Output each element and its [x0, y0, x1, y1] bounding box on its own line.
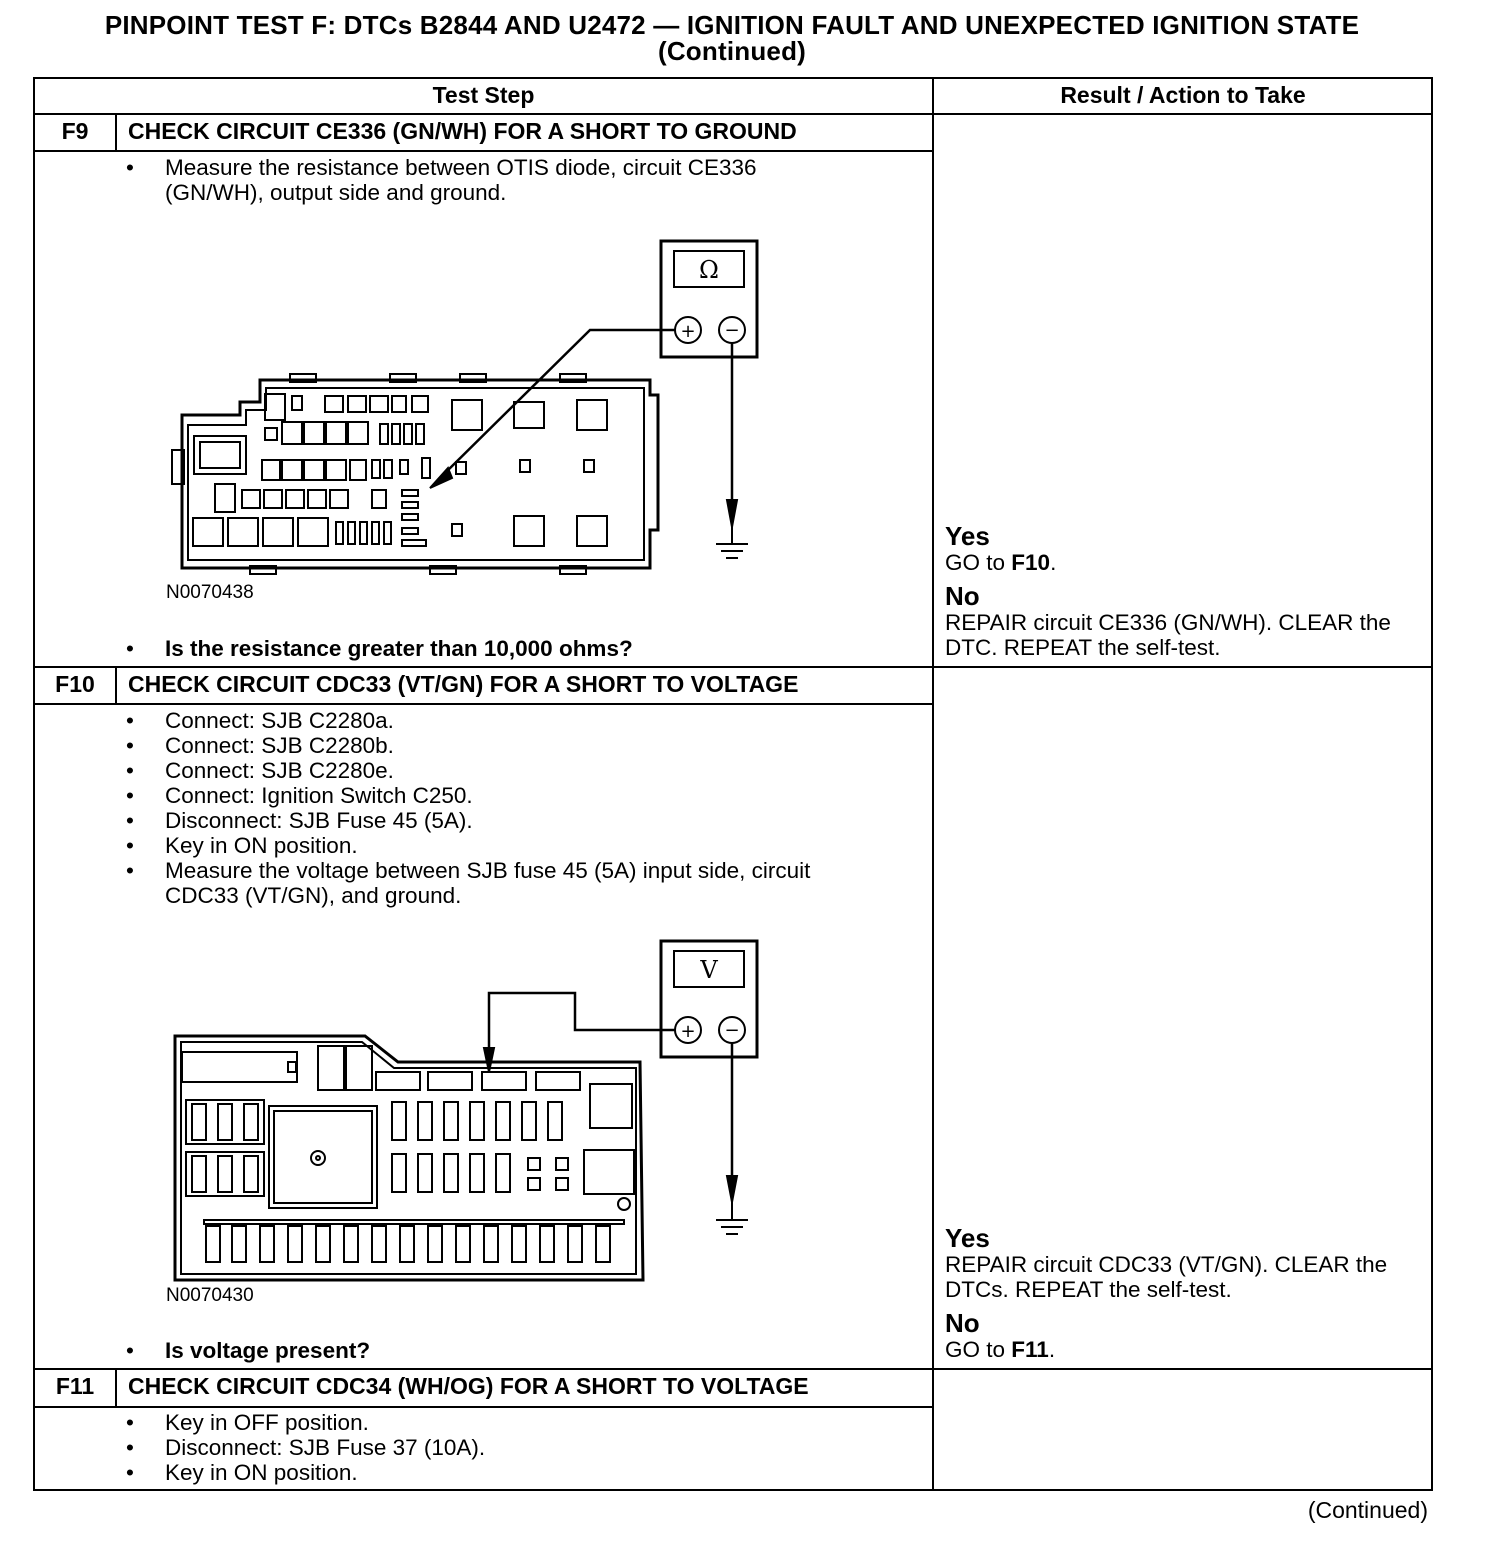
list-item: • Key in ON position. — [120, 833, 840, 858]
list-item: • Connect: SJB C2280e. — [120, 758, 840, 783]
result-f10 — [945, 1224, 1425, 1369]
step-question-f10: • Is voltage present? — [120, 1338, 370, 1364]
step-id-f11: F11 — [55, 1373, 95, 1399]
list-item: • Connect: SJB C2280b. — [120, 733, 840, 758]
svg-text:+: + — [680, 1021, 696, 1042]
figure-id-f9: N0070438 — [166, 582, 254, 603]
continued-note: (Continued) — [1307, 1497, 1428, 1523]
step-title-f10: CHECK CIRCUIT CDC33 (VT/GN) FOR A SHORT TO VOLTAGE — [128, 671, 799, 697]
result-no-text: REPAIR circuit CE336 (GN/WH). CLEAR the DTC. REPEAT the self-test. — [945, 610, 1391, 660]
list-item: • Connect: SJB C2280a. — [120, 708, 840, 733]
step-title-f9: CHECK CIRCUIT CE336 (GN/WH) FOR A SHORT TO GROUND — [128, 118, 797, 144]
result-yes-text: GO to F10. — [945, 550, 1057, 575]
list-item: • Key in OFF position. — [120, 1410, 840, 1435]
list-item: • Disconnect: SJB Fuse 37 (10A). — [120, 1435, 840, 1460]
step-question-f9: • Is the resistance greater than 10,000 ohms? — [120, 636, 633, 662]
svg-text:−: − — [724, 320, 740, 341]
meter-symbol: V — [700, 956, 718, 984]
list-item: • Connect: Ignition Switch C250. — [120, 783, 840, 808]
step-id-f9: F9 — [61, 118, 89, 144]
result-no-text: GO to F11. — [945, 1337, 1056, 1362]
step-id-f10: F10 — [55, 671, 95, 697]
positive-lead — [489, 993, 675, 1052]
list-item: • Measure the resistance between OTIS diode, circuit CE336 (GN/WH), output side and ground. — [120, 155, 850, 205]
page-title-line1: PINPOINT TEST F: DTCs B2844 AND U2472 — IGNITION FAULT AND UNEXPECTED IGNITION STATE — [104, 10, 1360, 40]
list-item: • Disconnect: SJB Fuse 45 (5A). — [120, 808, 840, 833]
page-title-line2: (Continued) — [657, 36, 807, 66]
header-test-step: Test Step — [432, 82, 535, 108]
result-no-label: No — [945, 581, 980, 611]
meter-symbol: Ω — [699, 256, 719, 284]
probe-arrow — [727, 1176, 737, 1202]
svg-text:−: − — [724, 1020, 740, 1041]
figure-id-f10: N0070430 — [166, 1285, 254, 1306]
list-item: • Key in ON position. — [120, 1460, 840, 1485]
result-yes-label: Yes — [945, 1223, 990, 1253]
step-bullets-f11 — [120, 1410, 840, 1485]
result-no-label: No — [945, 1308, 980, 1338]
result-yes-label: Yes — [945, 521, 990, 551]
result-yes-text: REPAIR circuit CDC33 (VT/GN). CLEAR the DTCs. REPEAT the self-test. — [945, 1252, 1388, 1302]
step-title-f11: CHECK CIRCUIT CDC34 (WH/OG) FOR A SHORT TO VOLTAGE — [128, 1373, 809, 1399]
list-item: • Measure the voltage between SJB fuse 45 (5A) input side, circuit CDC33 (VT/GN), and ground. — [120, 858, 840, 908]
svg-text:+: + — [680, 321, 696, 342]
header-result: Result / Action to Take — [1060, 82, 1306, 108]
